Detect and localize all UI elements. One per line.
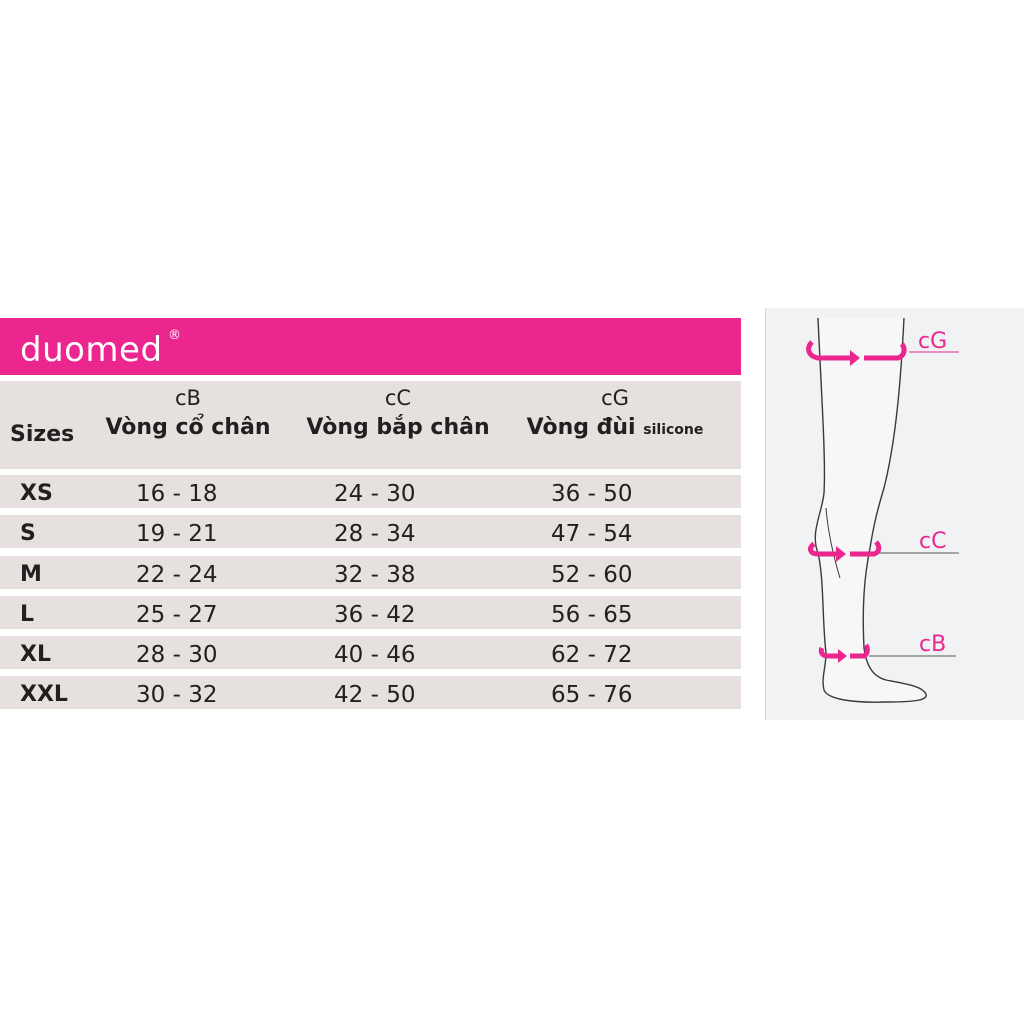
cc-cell: 42 - 50 [334,682,416,708]
column-note: silicone [643,422,704,438]
leg-measurement-figure [765,308,1024,720]
figure-label-cg: cG [918,329,948,354]
size-cell: XL [20,642,51,667]
column-code: cC [384,386,412,410]
cb-cell: 16 - 18 [136,481,218,507]
table-row [0,676,741,709]
column-title: Vòng bắp chân [306,415,490,440]
size-cell: S [20,521,36,546]
cc-cell: 24 - 30 [334,481,416,507]
brand-logo: duomed [20,330,163,370]
table-row [0,556,741,589]
size-cell: XXL [20,682,68,707]
cc-cell: 36 - 42 [334,602,416,628]
cg-cell: 52 - 60 [551,562,633,588]
sizes-column-header: Sizes [10,422,75,447]
cc-cell: 40 - 46 [334,642,416,668]
cc-cell: 32 - 38 [334,562,416,588]
column-title-text: Vòng đùi [526,415,636,440]
column-header-cb [100,385,276,443]
cb-cell: 28 - 30 [136,642,218,668]
cb-cell: 30 - 32 [136,682,218,708]
leg-illustration [766,308,1024,720]
registered-mark: ® [168,328,181,343]
cb-cell: 19 - 21 [136,521,218,547]
size-cell: XS [20,481,53,506]
cg-cell: 36 - 50 [551,481,633,507]
figure-label-cc: cC [919,529,947,554]
cg-cell: 62 - 72 [551,642,633,668]
table-row [0,596,741,629]
cb-cell: 25 - 27 [136,602,218,628]
size-cell: M [20,562,42,587]
table-row [0,636,741,669]
column-code: cB [175,386,201,410]
table-row [0,475,741,508]
cb-cell: 22 - 24 [136,562,218,588]
cg-cell: 65 - 76 [551,682,633,708]
cg-cell: 56 - 65 [551,602,633,628]
column-title [510,413,720,445]
column-title: Vòng cổ chân [105,415,271,440]
table-row [0,515,741,548]
column-header-cc [300,385,496,443]
cg-cell: 47 - 54 [551,521,633,547]
column-header-cg [510,385,720,445]
size-cell: L [20,602,35,627]
column-code: cG [601,386,629,410]
leg-outline [815,318,926,702]
cc-cell: 28 - 34 [334,521,416,547]
brand-header [0,318,741,375]
figure-label-cb: cB [919,632,947,657]
